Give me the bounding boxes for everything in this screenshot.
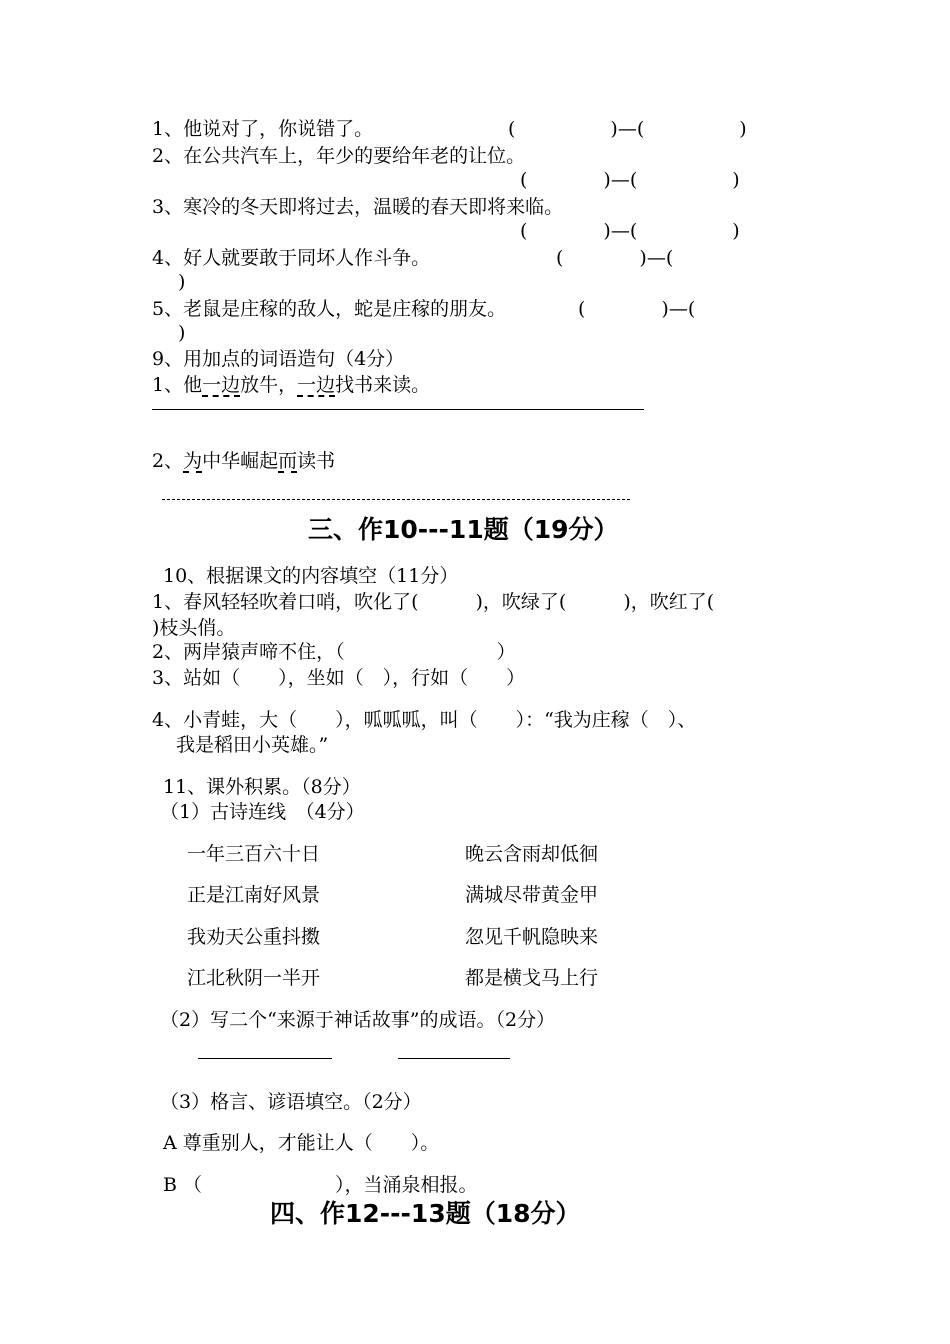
q10-line-1: 1、春风轻轻吹着口哨，吹化了( )，吹绿了( )，吹红了( bbox=[152, 591, 715, 613]
q8-line-5-text: 5、老鼠是庄稼的敌人，蛇是庄稼的朋友。 bbox=[152, 298, 507, 320]
q11-item-b: B （ ），当涌泉相报。 bbox=[163, 1174, 478, 1196]
q8-line-1-blanks: ( )—( ) bbox=[508, 118, 747, 140]
q8-line-5-close: ) bbox=[178, 322, 186, 344]
poem-left-line: 我劝天公重抖擞 bbox=[187, 926, 321, 948]
q9-sentence-1: 1、他一边放牛，一边找书来读。 bbox=[152, 374, 431, 396]
q10-line-2: 2、两岸猿声啼不住，（ ） bbox=[152, 641, 516, 663]
q8-line-5-blanks: ( )—( bbox=[578, 298, 696, 320]
poem-right-line: 满城尽带黄金甲 bbox=[465, 884, 599, 906]
poem-left-line: 江北秋阴一半开 bbox=[187, 967, 321, 989]
poem-left-line: 正是江南好风景 bbox=[187, 884, 321, 906]
q8-line-3-text: 3、寒冷的冬天即将过去，温暖的春天即将来临。 bbox=[152, 196, 564, 218]
q11-part-2: （2）写二个“来源于神话故事”的成语。（2分） bbox=[160, 1009, 556, 1031]
q11-title: 11、课外积累。（8分） bbox=[163, 776, 361, 798]
answer-line[interactable] bbox=[162, 499, 630, 500]
answer-line[interactable] bbox=[398, 1058, 510, 1059]
q11-part-3: （3）格言、谚语填空。（2分） bbox=[160, 1091, 422, 1113]
q8-line-3-blanks: ( )—( ) bbox=[520, 220, 740, 242]
dotted-word: 为 bbox=[183, 450, 203, 472]
q8-line-2-blanks: ( )—( ) bbox=[520, 169, 740, 191]
q8-line-1-text: 1、他说对了，你说错了。 bbox=[152, 118, 374, 140]
answer-line[interactable] bbox=[152, 409, 644, 410]
q10-title: 10、根据课文的内容填空（11分） bbox=[163, 565, 459, 587]
q8-line-4-text: 4、好人就要敢于同坏人作斗争。 bbox=[152, 247, 431, 269]
q9-sentence-2: 2、为中华崛起而读书 bbox=[152, 450, 336, 472]
q10-line-1b: )枝头俏。 bbox=[152, 617, 236, 639]
q8-line-4-blanks: ( )—( bbox=[556, 247, 674, 269]
section-4-heading: 四、作12---13题（18分） bbox=[270, 1199, 581, 1228]
q11-item-a: A 尊重别人，才能让人（ ）。 bbox=[163, 1132, 440, 1154]
q11-part-1: （1）古诗连线 （4分） bbox=[160, 801, 365, 823]
q8-line-4-close: ) bbox=[178, 271, 186, 293]
dotted-word: 而 bbox=[278, 450, 298, 472]
q10-line-3: 3、站如（ ），坐如（ ），行如（ ） bbox=[152, 667, 526, 689]
q10-line-4: 4、小青蛙，大（ ），呱呱呱，叫（ ）：“我为庄稼（ ）、 bbox=[152, 709, 697, 731]
q8-line-2-text: 2、在公共汽车上，年少的要给年老的让位。 bbox=[152, 145, 526, 167]
dotted-word: 一边 bbox=[297, 374, 336, 396]
answer-line[interactable] bbox=[198, 1058, 332, 1059]
q10-line-4b: 我是稻田小英雄。” bbox=[176, 734, 329, 756]
q8-line-1 bbox=[152, 117, 373, 141]
poem-left-line: 一年三百六十日 bbox=[187, 843, 321, 865]
section-3-heading: 三、作10---11题（19分） bbox=[308, 515, 619, 544]
q9-title: 9、用加点的词语造句（4分） bbox=[152, 348, 405, 370]
poem-right-line: 晚云含雨却低徊 bbox=[465, 843, 599, 865]
poem-right-line: 忽见千帆隐映来 bbox=[465, 926, 599, 948]
dotted-word: 一边 bbox=[202, 374, 241, 396]
poem-right-line: 都是横戈马上行 bbox=[465, 967, 599, 989]
